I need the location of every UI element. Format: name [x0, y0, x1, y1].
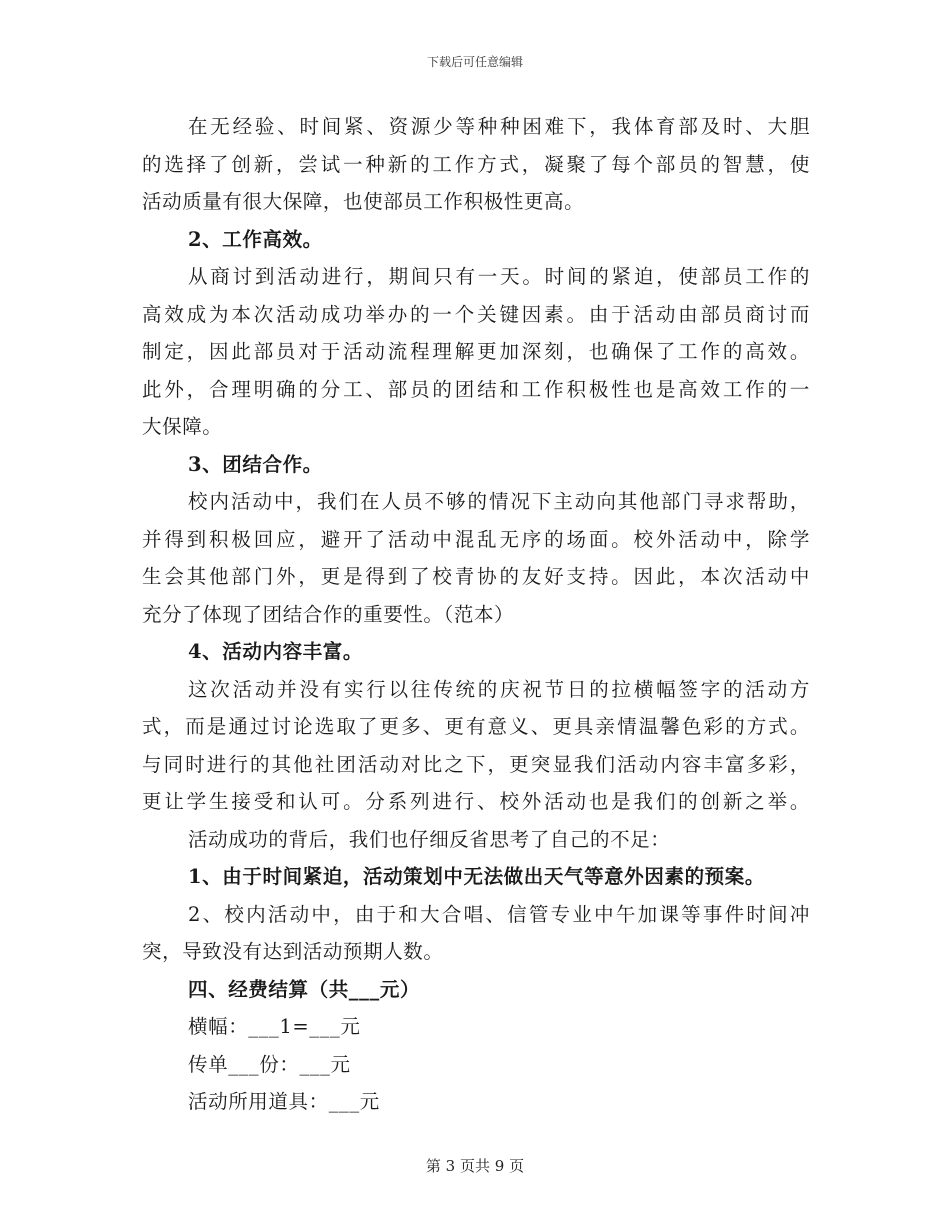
- body-text-line: 在无经验、时间紧、资源少等种种困难下，我体育部及时、大胆: [188, 115, 810, 138]
- section-heading-line: 四、经费结算（共___元）: [188, 977, 421, 1001]
- body-text-line: 这次活动并没有实行以往传统的庆祝节日的拉横幅签字的活动方: [188, 677, 810, 701]
- body-text-line: 传单___份：___元: [188, 1052, 351, 1076]
- body-text-line: 活动所用道具：___元: [188, 1090, 380, 1113]
- document-body: [142, 108, 810, 1121]
- body-text-line: 的选择了创新，尝试一种新的工作方式，凝聚了每个部员的智慧，使: [142, 152, 810, 176]
- body-text-line: 校内活动中，我们在人员不够的情况下主动向其他部门寻求帮助，: [188, 490, 810, 513]
- header-note: 下载后可任意编辑: [426, 55, 523, 69]
- body-text-line: 式，而是通过讨论选取了更多、更有意义、更具亲情温馨色彩的方式。: [142, 715, 810, 738]
- body-text-line: 与同时进行的其他社团活动对比之下，更突显我们活动内容丰富多彩，: [142, 752, 810, 776]
- body-text-line: 活动成功的背后，我们也仔细反省思考了自己的不足：: [188, 827, 671, 851]
- body-text-line: 并得到积极回应，避开了活动中混乱无序的场面。校外活动中，除学: [142, 527, 810, 551]
- body-text-line: 生会其他部门外，更是得到了校青协的友好支持。因此，本次活动中: [142, 565, 810, 588]
- body-text-line: 制定，因此部员对于活动流程理解更加深刻，也确保了工作的高效。: [142, 340, 810, 363]
- section-heading-line: 1、由于时间紧迫，活动策划中无法做出天气等意外因素的预案。: [188, 865, 765, 888]
- body-text-line: 大保障。: [142, 415, 223, 438]
- body-text-line: 活动质量有很大保障，也使部员工作积极性更高。: [142, 190, 585, 213]
- section-heading-line: 3、团结合作。: [188, 452, 323, 476]
- body-text-line: 横幅：___1=___元: [188, 1015, 361, 1038]
- page-number: 第 3 页共 9 页: [425, 1157, 525, 1175]
- body-text-line: 更让学生接受和认可。分系列进行、校外活动也是我们的创新之举。: [142, 790, 810, 813]
- body-text-line: 从商讨到活动进行，期间只有一天。时间的紧迫，使部员工作的: [188, 265, 810, 288]
- body-text-line: 充分了体现了团结合作的重要性。（范本）: [142, 602, 515, 626]
- section-heading-line: 2、工作高效。: [188, 227, 323, 251]
- body-text-line: 2、校内活动中，由于和大合唱、信管专业中午加课等事件时间冲: [188, 902, 810, 926]
- body-text-line: 高效成为本次活动成功举办的一个关键因素。由于活动由部员商讨而: [142, 302, 810, 326]
- body-text-line: 突，导致没有达到活动预期人数。: [142, 940, 444, 963]
- body-text-line: 此外，合理明确的分工、部员的团结和工作积极性也是高效工作的一: [142, 377, 810, 401]
- section-heading-line: 4、活动内容丰富。: [188, 640, 363, 663]
